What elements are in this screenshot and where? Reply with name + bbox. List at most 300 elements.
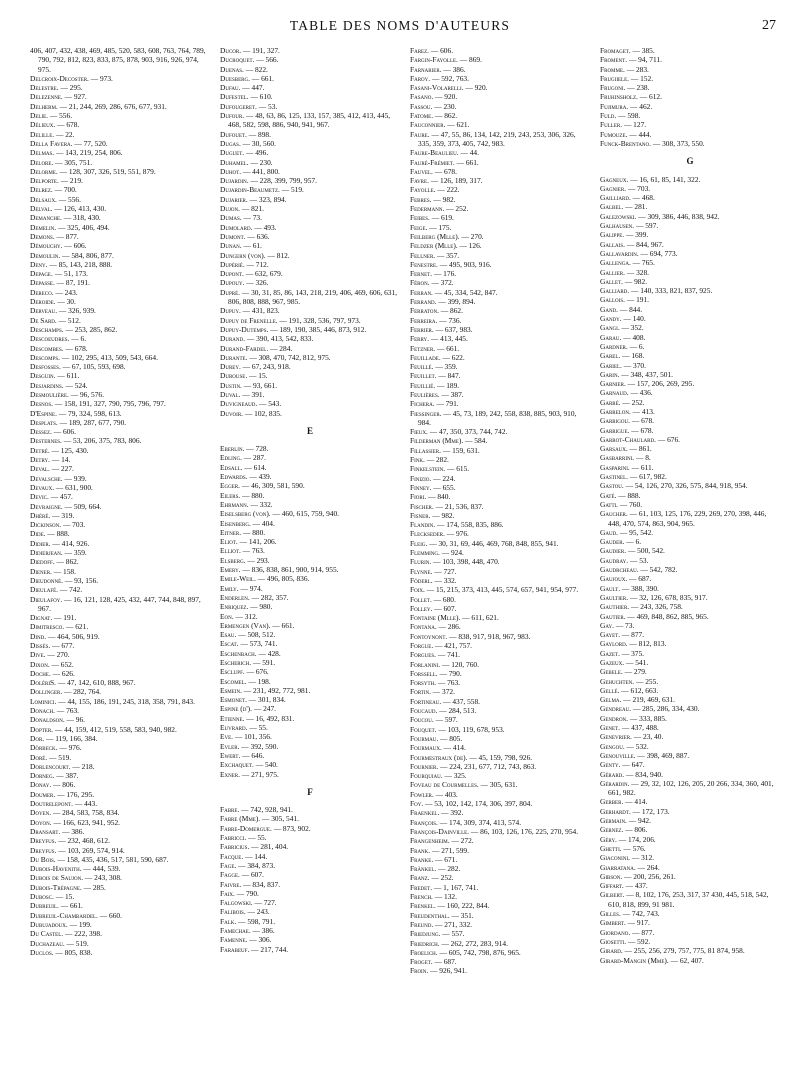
index-entry (410, 520, 590, 529)
author-name: Dollinger. (30, 687, 63, 697)
index-entry (220, 371, 400, 380)
page-refs: — 980. (250, 602, 273, 612)
author-name: Garrot-Chaulard. (600, 434, 656, 444)
author-name: Feilberg (Mlle). (410, 231, 460, 241)
page-refs: — 926, 941. (430, 966, 467, 976)
author-name: Ferreira. (410, 315, 438, 325)
author-name: Dor. (30, 733, 45, 743)
index-entry (410, 799, 590, 808)
page-refs: — 392. (441, 808, 464, 818)
index-entry (30, 390, 210, 399)
page-refs: — 428. (258, 648, 281, 658)
index-entry (220, 278, 400, 287)
author-name: Fabre. (220, 805, 240, 815)
author-name: Dind. (30, 631, 47, 641)
author-name: Gallier. (600, 267, 625, 277)
page-refs: — 143, 219, 254, 806. (56, 148, 123, 158)
author-name: Descoeudres. (30, 334, 70, 344)
author-name: Duchazeau. (30, 938, 65, 948)
page-refs: — 14. (51, 455, 71, 465)
page-refs: — 168. (622, 351, 645, 361)
author-name: Duhamel. (220, 157, 249, 167)
page-refs: — 873, 902. (273, 823, 311, 833)
page-refs: — 598, 791. (238, 916, 276, 926)
page-refs: — 95, 542. (619, 527, 654, 537)
page-refs: — 30, 31, 69, 446, 469, 768, 848, 855, 941. (429, 538, 559, 548)
page-refs: — 468. (632, 193, 655, 203)
page-refs: — 159, 631. (442, 445, 480, 455)
page-refs: — 437, 488. (621, 723, 659, 733)
index-entry (600, 556, 780, 565)
index-entry (410, 734, 590, 743)
author-name: Egger. (220, 481, 240, 491)
author-name: Demelin. (30, 222, 57, 232)
author-name: Frangenheim. (410, 836, 450, 846)
page-refs: — 222, 398. (65, 929, 102, 939)
index-entry (600, 844, 780, 853)
index-entry (410, 576, 590, 585)
page-refs: — 53, 206, 375, 783, 806. (63, 436, 142, 446)
author-name: Eschenbach. (220, 648, 257, 658)
page-refs: — 607. (434, 603, 457, 613)
index-entry (30, 344, 210, 353)
page-refs: — 573, 741. (240, 639, 278, 649)
author-name: Föderl. (410, 575, 433, 585)
author-name: Gangi. (600, 323, 620, 333)
page-refs: — 219. (60, 176, 83, 186)
page-refs: — 306. (249, 935, 272, 945)
index-entry (30, 873, 210, 882)
page-refs: — 44, 155, 186, 191, 245, 318, 358, 791, 843. (58, 696, 195, 706)
author-name: Ermengen (Van). (220, 620, 271, 630)
author-name: Fouquet. (410, 724, 437, 734)
index-entry (220, 935, 400, 944)
page-refs: — 821. (241, 204, 264, 214)
index-entry (600, 46, 780, 55)
page-refs: — 96. (66, 715, 86, 725)
page-refs: — 611. (631, 462, 654, 472)
author-name: Dupuy de Frenelle. (220, 315, 278, 325)
index-entry (30, 399, 210, 408)
index-entry (600, 277, 780, 286)
page-refs: — 55. (249, 723, 268, 733)
page-refs: — 357. (436, 250, 460, 260)
author-name: Emile-Weil. (220, 574, 256, 584)
index-entry (410, 725, 590, 734)
index-entry (600, 825, 780, 834)
page-refs: — 282, 764. (64, 687, 101, 697)
index-entry (410, 204, 590, 213)
index-entry (600, 928, 780, 937)
author-name: Gibson. (600, 871, 623, 881)
page-refs: — 676. (246, 667, 269, 677)
page-refs: — 16, 121, 128, 425, 432, 447, 744, 848, 897, 967. (38, 594, 201, 613)
index-entry (220, 612, 400, 621)
author-name: Gautier. (600, 611, 626, 621)
index-entry (30, 241, 210, 250)
author-name: Fabre-Domergue. (220, 823, 272, 833)
index-entry (410, 278, 590, 287)
index-entry (220, 898, 400, 907)
index-entry (220, 686, 400, 695)
author-name: Gaujoux. (600, 574, 628, 584)
index-entry (410, 474, 590, 483)
index-entry (600, 732, 780, 741)
page-refs: — 566. (256, 55, 279, 65)
index-entry (30, 251, 210, 260)
index-entry (220, 519, 400, 528)
author-name: Gallenga. (600, 258, 631, 268)
index-entry (410, 316, 590, 325)
page-refs: — 30. (57, 297, 76, 307)
page-refs: — 15. (55, 892, 75, 902)
page-refs: — 847. (438, 371, 461, 381)
page-refs: — 920. (435, 92, 458, 102)
index-entry (30, 130, 210, 139)
page-refs: — 243, 326, 758. (631, 602, 683, 612)
author-name: Gagnier. (600, 183, 627, 193)
page-refs: — 387. (56, 771, 79, 781)
author-name: Delie. (30, 111, 49, 121)
author-name: Fayolle. (410, 185, 436, 195)
page-refs: — 408. (623, 332, 646, 342)
author-name: Dreyfus. (30, 845, 57, 855)
page-refs: — 457. (50, 492, 73, 502)
index-entry (410, 436, 590, 445)
index-entry (220, 269, 400, 278)
index-entry (410, 790, 590, 799)
page-refs: — 252. (431, 873, 454, 883)
page-refs: — 224. (433, 473, 456, 483)
author-name: Friedjung. (410, 929, 441, 939)
index-entry (30, 864, 210, 873)
page-refs: — 55. (248, 833, 267, 843)
index-entry (220, 260, 400, 269)
author-name: Genty. (600, 760, 621, 770)
page-refs: — 255. (636, 676, 659, 686)
author-name: Franz. (410, 873, 430, 883)
author-name: Diener. (30, 566, 52, 576)
author-name: Dreyfus. (30, 836, 57, 846)
index-entry (600, 83, 780, 92)
page-refs: — 615. (446, 464, 470, 474)
page-refs: — 73. (243, 213, 262, 223)
index-entry (30, 855, 210, 864)
index-entry (600, 946, 780, 955)
page-refs: — 8. (636, 453, 651, 463)
author-name: Detry. (30, 455, 50, 465)
index-entry (30, 111, 210, 120)
index-entry (600, 779, 780, 798)
author-name: Fleig. (410, 538, 428, 548)
page-refs: — 359. (64, 548, 87, 558)
index-entry (410, 892, 590, 901)
index-entry (410, 548, 590, 557)
author-name: Fränkel. (410, 864, 437, 874)
page-refs: — 44, 159, 412, 519, 558, 583, 940, 982. (54, 724, 177, 734)
index-column-4 (600, 46, 780, 1076)
index-entry (220, 814, 400, 823)
author-name: Esmein. (220, 685, 242, 695)
index-entry (30, 771, 210, 780)
author-name: Froelich. (410, 947, 438, 957)
author-name: Frugoni. (600, 83, 626, 93)
page-refs: — 524. (65, 380, 88, 390)
author-name: Delille. (30, 129, 55, 139)
index-entry (220, 306, 400, 315)
index-entry (30, 901, 210, 910)
author-name: Fromme. (600, 64, 625, 74)
page-refs: — 48, 63, 86, 125, 133, 157, 385, 412, 413, 445, 468, 582, 598, 886, 940, 941, 967. (228, 111, 391, 130)
index-entry (410, 102, 590, 111)
author-name: Dransart. (30, 826, 61, 836)
author-name: Dieudonné. (30, 575, 64, 585)
author-name: Derveau. (30, 306, 58, 316)
page-refs: — 861. (629, 444, 652, 454)
index-entry (600, 481, 780, 490)
page-refs: — 496. (246, 148, 269, 158)
author-name: Démouchy. (30, 241, 63, 251)
page-refs: — 252. (446, 204, 469, 214)
page-refs: — 175. (429, 222, 452, 232)
author-name: Garrelon. (600, 406, 631, 416)
index-entry (220, 158, 400, 167)
author-name: Dide. (30, 529, 46, 539)
author-name: Foucou. (410, 715, 434, 725)
author-name: Eitner. (220, 527, 242, 537)
index-entry (220, 889, 400, 898)
page-refs: — 431, 823. (242, 306, 280, 316)
page-refs: — 45, 159, 798, 926. (469, 752, 533, 762)
index-entry (410, 241, 590, 250)
author-name: Gaucher. (600, 509, 628, 519)
index-entry (410, 613, 590, 622)
index-entry (220, 649, 400, 658)
index-entry (410, 697, 590, 706)
author-name: Fatome. (410, 111, 434, 121)
author-name: Fourmau. (410, 733, 439, 743)
page-refs: — 388, 390. (621, 583, 659, 593)
index-entry (410, 567, 590, 576)
page-refs: — 46, 309, 581, 590. (241, 481, 305, 491)
page-refs: — 352. (621, 323, 644, 333)
page-refs: — 67, 243, 918. (242, 362, 291, 372)
page-refs: — 16, 61, 85, 141, 322. (630, 174, 701, 184)
index-entry (600, 361, 780, 370)
index-entry (30, 725, 210, 734)
index-entry (220, 195, 400, 204)
page-refs: — 1, 167, 741. (433, 882, 479, 892)
index-entry (410, 818, 590, 827)
index-entry (220, 723, 400, 732)
author-name: Gasparini. (600, 462, 630, 472)
author-name: Emily. (220, 583, 239, 593)
page-refs: — 93, 156. (64, 575, 99, 585)
author-name: Deny. (30, 259, 48, 269)
page-refs: — 647. (622, 760, 645, 770)
index-entry (30, 557, 210, 566)
author-name: Dereco. (30, 287, 54, 297)
index-entry (220, 742, 400, 751)
index-entry (600, 695, 780, 704)
page-refs: 406, 407, 432, 438, 469, 485, 520, 583, 608, 763, 764, 789, 790, 792, 812, 823, 833, 875, 878, 903, 916, 926, 974, 975. (30, 46, 206, 74)
author-name: Ewert. (220, 750, 241, 760)
index-entry (410, 371, 590, 380)
page-refs: — 614. (244, 462, 267, 472)
page-refs: — 158, 435, 436, 517, 581, 590, 687. (57, 854, 169, 864)
index-entry (410, 213, 590, 222)
index-entry (410, 502, 590, 511)
page-refs: — 447. (242, 83, 265, 93)
author-name: Exchaquet. (220, 760, 254, 770)
index-entry (600, 621, 780, 630)
index-entry (220, 880, 400, 889)
index-entry (600, 323, 780, 332)
index-entry (600, 435, 780, 444)
index-entry (410, 74, 590, 83)
page-refs: — 174, 206. (618, 834, 656, 844)
author-name: Galbel. (600, 202, 624, 212)
page-refs: — 606. (64, 241, 87, 251)
page-refs: — 271, 975. (241, 769, 279, 779)
index-entry (220, 176, 400, 185)
page-refs: — 543. (259, 399, 282, 409)
index-entry (600, 212, 780, 221)
page-refs: — 282. (438, 864, 461, 874)
index-entry (410, 55, 590, 64)
page-refs: — 282, 357. (251, 592, 289, 602)
index-entry (600, 314, 780, 323)
author-name: Desternes. (30, 436, 62, 446)
index-entry (600, 295, 780, 304)
index-entry (30, 529, 210, 538)
page-refs: — 982. (624, 276, 648, 286)
author-name: Delporte. (30, 176, 59, 186)
index-entry (600, 890, 780, 909)
author-name: Didier. (30, 538, 51, 548)
author-name: Escomel. (220, 676, 247, 686)
index-entry (220, 621, 400, 630)
index-entry (30, 483, 210, 492)
page-refs: — 158. (53, 566, 76, 576)
author-name: Fauré-Frémiet. (410, 157, 455, 167)
index-entry (600, 918, 780, 927)
author-name: Farnarier. (410, 64, 442, 74)
page-refs: — 621. (66, 622, 89, 632)
author-name: Frank. (410, 845, 431, 855)
author-name: Frugiiele. (600, 73, 630, 83)
author-name: Gallavardin. (600, 248, 639, 258)
author-name: Esmonet. (220, 695, 247, 705)
index-entry (220, 751, 400, 760)
page-refs: — 227. (51, 464, 74, 474)
author-name: Elliot. (220, 546, 241, 556)
index-entry (30, 139, 210, 148)
page-refs: — 53. (629, 555, 649, 565)
page-refs: — 677. (52, 641, 75, 650)
page-refs: — 598. (618, 111, 641, 121)
index-entry (220, 185, 400, 194)
index-entry (410, 511, 590, 520)
author-name: Delmas. (30, 148, 55, 158)
index-entry (220, 704, 400, 713)
index-entry (600, 111, 780, 120)
index-entry (220, 852, 400, 861)
index-entry (410, 334, 590, 343)
page-refs: — 351. (451, 910, 474, 920)
index-entry (410, 706, 590, 715)
author-name: Gaudier. (600, 546, 627, 556)
author-name: Gastinel. (600, 472, 629, 482)
author-name: Gariel. (600, 360, 622, 370)
page-refs: — 53, 102, 142, 174, 306, 397, 804. (425, 799, 533, 809)
page-refs: — 282. (426, 455, 449, 465)
index-entry (30, 446, 210, 455)
index-entry (410, 399, 590, 408)
page-refs: — 655. (433, 482, 456, 492)
page-refs: — 271, 332. (435, 919, 472, 929)
page-refs: — 678. (65, 343, 88, 353)
index-entry (220, 65, 400, 74)
author-name: Dufestel. (220, 92, 249, 102)
index-entry (220, 593, 400, 602)
page-refs: — 21, 536, 837. (435, 501, 484, 511)
author-name: Febres. (410, 194, 432, 204)
index-columns (30, 46, 774, 1076)
page-refs: — 632, 679. (245, 269, 283, 279)
author-name: Faroy. (410, 73, 431, 83)
page-refs: — 622. (442, 352, 465, 362)
page-refs: — 838, 917, 918, 967, 983. (449, 631, 531, 641)
author-name: Ferrier. (410, 324, 434, 334)
author-name: Fourmestraux (de). (410, 752, 468, 762)
page-refs: — 939. (64, 473, 87, 483)
author-name: Finney. (410, 482, 432, 492)
author-name: Eve. (220, 732, 234, 742)
index-entry (220, 630, 400, 639)
index-entry (220, 362, 400, 371)
page-refs: — 924. (441, 548, 464, 558)
page-refs: — 806. (53, 780, 76, 790)
author-name: Dugas. (220, 138, 241, 148)
index-column-2 (220, 46, 400, 1076)
page-refs: — 284. (270, 343, 293, 353)
author-name: Farez. (410, 46, 430, 55)
index-entry (30, 269, 210, 278)
author-name: Facque. (220, 851, 244, 861)
page-refs: — 191. (626, 295, 649, 305)
author-name: Eliot. (220, 537, 238, 547)
index-entry (220, 288, 400, 307)
author-name: Fredet. (410, 882, 433, 892)
page-refs: — 765. (632, 258, 655, 268)
page-refs: — 87, 191. (56, 278, 90, 288)
index-entry (30, 790, 210, 799)
page-refs: — 687. (629, 574, 652, 584)
author-name: Giordano. (600, 927, 631, 937)
page-refs: — 834, 940. (626, 769, 663, 779)
page-refs: — 727. (434, 566, 457, 576)
author-name: Doré. (30, 752, 48, 762)
index-entry (30, 660, 210, 669)
author-name: Deroide. (30, 297, 56, 307)
author-name: Dufouet. (220, 129, 247, 139)
index-entry (220, 509, 400, 518)
index-entry (220, 658, 400, 667)
index-entry (600, 639, 780, 648)
author-name: Delestre. (30, 83, 59, 93)
page-refs: — 271, 599. (432, 845, 469, 855)
